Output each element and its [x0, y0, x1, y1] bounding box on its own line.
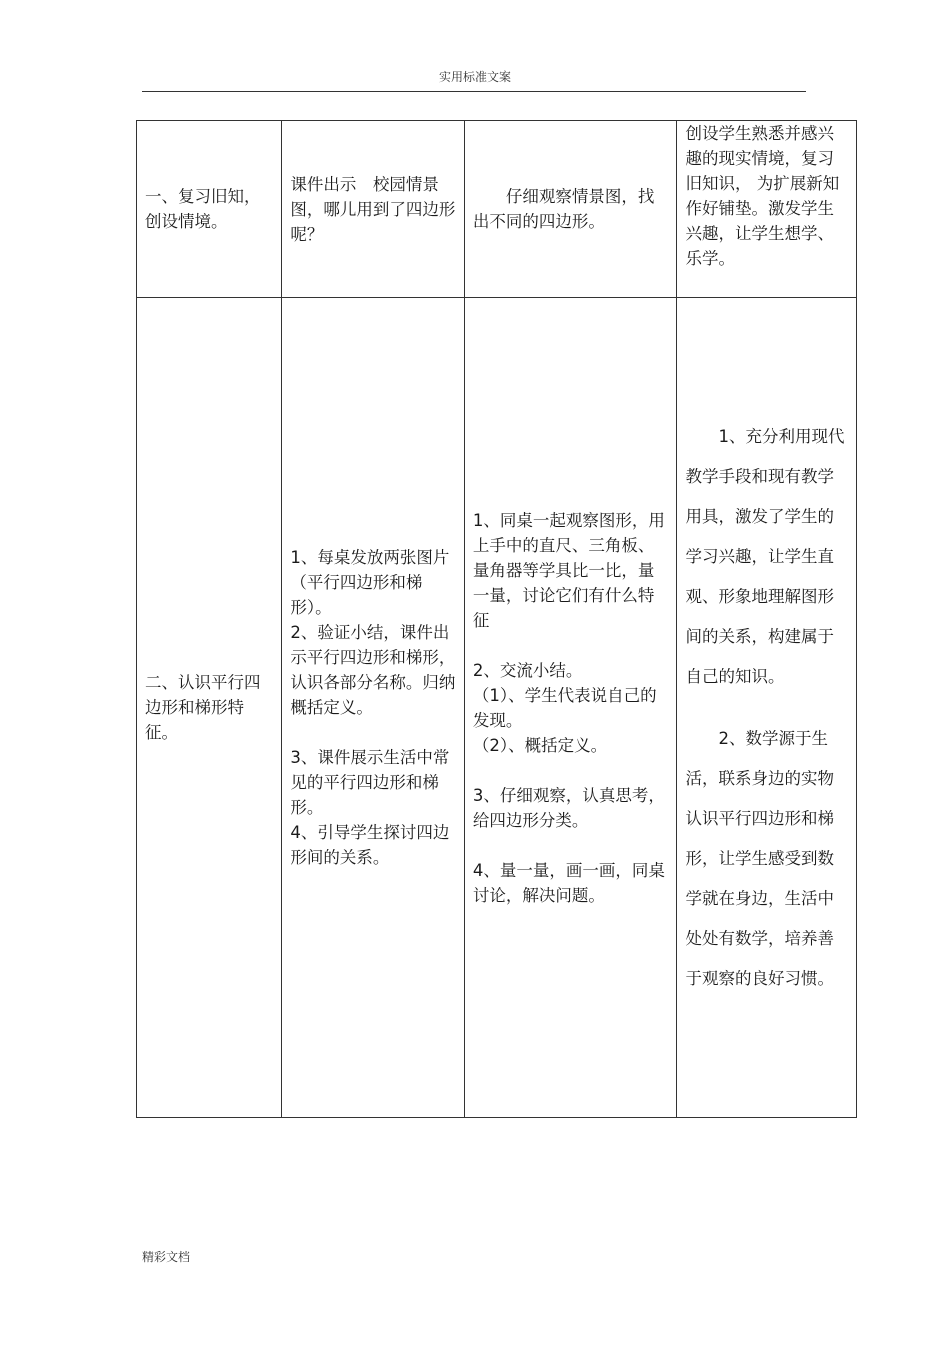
teacher-step-2: 2、验证小结，课件出示平行四边形和梯形，认识各部分名称。归纳概括定义。	[290, 623, 456, 717]
teacher-activity-cell: 课件出示 校园情景图，哪儿用到了四边形呢？	[282, 121, 465, 298]
stage-cell: 二、认识平行四边形和梯形特征。	[137, 298, 282, 1118]
design-intent-cell	[677, 298, 857, 1118]
teacher-step-3: 3、课件展示生活中常见的平行四边形和梯形。	[290, 748, 450, 817]
student-step-2-2: （2）、概括定义。	[472, 735, 608, 755]
table-row	[137, 121, 857, 298]
page-header: 实用标准文案	[438, 70, 511, 84]
lesson-plan-table	[136, 120, 857, 1118]
header-rule	[142, 91, 806, 92]
student-activity-cell	[464, 298, 677, 1118]
student-step-1: 1、同桌一起观察图形，用上手中的直尺、三角板、量角器等学具比一比，量一量，讨论它们有什么特征	[472, 510, 665, 630]
teacher-step-4: 4、引导学生探讨四边形间的关系。	[290, 823, 450, 867]
student-step-4: 4、量一量，画一画，同桌讨论，解决问题。	[472, 860, 665, 905]
page-footer: 精彩文档	[142, 1250, 191, 1264]
teacher-step-1: 1、每桌发放两张图片（平行四边形和梯形）。	[290, 548, 450, 617]
intent-paragraph-1: 1、充分利用现代教学手段和现有教学用具，激发了学生的学习兴趣，让学生直观、形象地理解图形间的关系，构建属于自己的知识。	[685, 426, 845, 686]
stage-cell: 一、复习旧知，创设情境。	[137, 121, 282, 298]
table-row	[137, 298, 857, 1118]
intent-paragraph-2: 2、数学源于生活，联系身边的实物认识平行四边形和梯形，让学生感受到数学就在身边，生活中处处有数学，培养善于观察的良好习惯。	[685, 728, 834, 988]
teacher-activity-cell	[282, 298, 465, 1118]
student-step-3: 3、仔细观察，认真思考，给四边形分类。	[472, 785, 665, 830]
student-activity-cell: 仔细观察情景图，找出不同的四边形。	[464, 121, 677, 298]
student-step-2-1: （1）、学生代表说自己的发现。	[472, 685, 657, 730]
design-intent-cell: 创设学生熟悉并感兴趣的现实情境，复习旧知识， 为扩展新知作好铺垫。激发学生兴趣，让学生想学、乐学。	[677, 121, 857, 298]
student-step-2: 2、交流小结。	[472, 660, 583, 680]
